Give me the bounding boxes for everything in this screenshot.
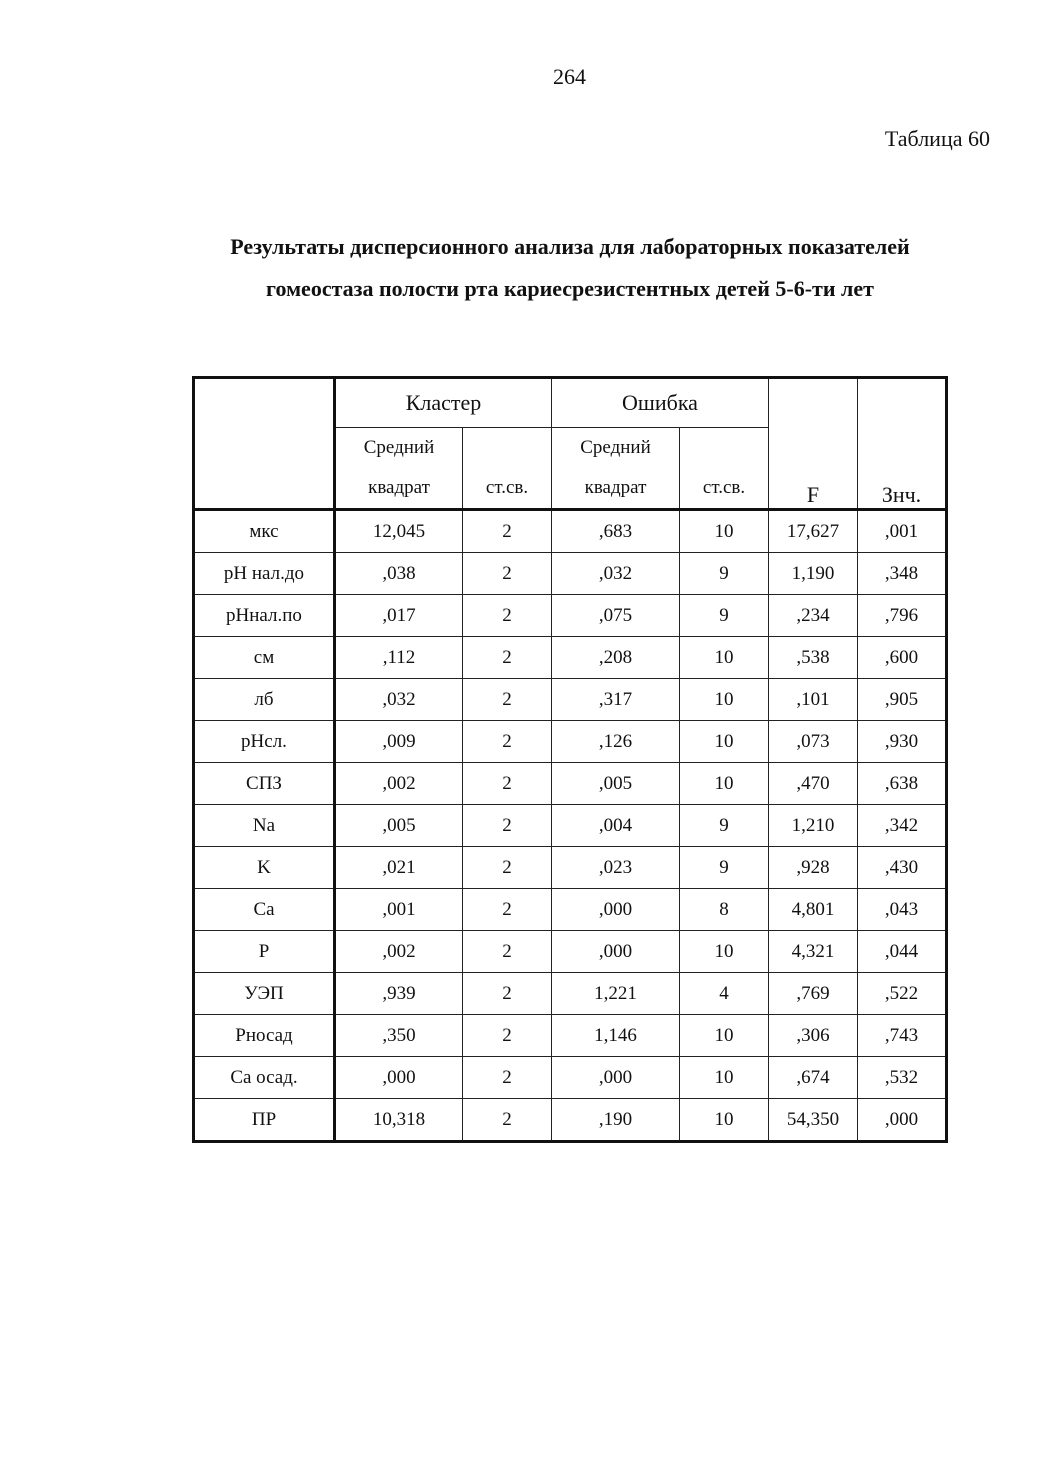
table-row [194,805,947,847]
significance-cell: ,796 [858,595,947,637]
significance-cell: ,001 [858,510,947,553]
f-value-cell: ,674 [769,1057,858,1099]
table-label: Таблица 60 [884,126,990,151]
row-label: УЭП [194,973,335,1015]
row-label: pHсл. [194,721,335,763]
significance-cell: ,342 [858,805,947,847]
header-cluster-mean-square [335,428,463,510]
cluster-mean-square-cell: ,000 [335,1057,463,1099]
f-value-cell: ,538 [769,637,858,679]
significance-cell: ,930 [858,721,947,763]
header-cluster: Кластер [335,378,552,428]
table-row [194,510,947,553]
table-row [194,637,947,679]
significance-cell: ,743 [858,1015,947,1057]
error-df-cell: 9 [680,805,769,847]
table-row [194,1057,947,1099]
f-value-cell: 1,210 [769,805,858,847]
row-label: см [194,637,335,679]
significance-cell: ,522 [858,973,947,1015]
f-value-cell: ,470 [769,763,858,805]
cluster-mean-square-cell: ,112 [335,637,463,679]
table-row [194,973,947,1015]
row-label: ПР [194,1099,335,1142]
f-value-cell: ,234 [769,595,858,637]
row-label: K [194,847,335,889]
row-label: Ca осад. [194,1057,335,1099]
error-df-cell: 9 [680,595,769,637]
row-label: лб [194,679,335,721]
error-df-cell: 10 [680,1057,769,1099]
cluster-df-cell: 2 [463,637,552,679]
error-mean-square-cell: ,000 [552,1057,680,1099]
row-label: Pносад [194,1015,335,1057]
f-value-cell: 1,190 [769,553,858,595]
significance-cell: ,000 [858,1099,947,1142]
error-mean-square-cell: ,075 [552,595,680,637]
cluster-mean-square-cell: ,350 [335,1015,463,1057]
error-df-cell: 10 [680,931,769,973]
caption-line-1: Результаты дисперсионного анализа для лабораторных показателей [230,234,910,259]
row-label: P [194,931,335,973]
error-df-cell: 8 [680,889,769,931]
error-mean-square-cell: 1,221 [552,973,680,1015]
cluster-mean-square-cell: ,032 [335,679,463,721]
cluster-df-cell: 2 [463,889,552,931]
error-df-cell: 10 [680,763,769,805]
error-df-cell: 10 [680,679,769,721]
cluster-df-cell: 2 [463,1057,552,1099]
cluster-mean-square-cell: ,038 [335,553,463,595]
header-mean-square-line2: квадрат [368,477,430,498]
anova-table [192,376,948,1143]
cluster-mean-square-cell: ,005 [335,805,463,847]
cluster-mean-square-cell: ,009 [335,721,463,763]
cluster-mean-square-cell: ,017 [335,595,463,637]
table-row [194,1015,947,1057]
f-value-cell: 4,321 [769,931,858,973]
cluster-df-cell: 2 [463,510,552,553]
cluster-mean-square-cell: ,002 [335,763,463,805]
cluster-mean-square-cell: ,021 [335,847,463,889]
error-df-cell: 4 [680,973,769,1015]
error-mean-square-cell: ,004 [552,805,680,847]
f-value-cell: 54,350 [769,1099,858,1142]
significance-cell: ,430 [858,847,947,889]
cluster-mean-square-cell: 10,318 [335,1099,463,1142]
significance-cell: ,638 [858,763,947,805]
error-mean-square-cell: ,126 [552,721,680,763]
cluster-df-cell: 2 [463,553,552,595]
cluster-df-cell: 2 [463,973,552,1015]
error-mean-square-cell: ,208 [552,637,680,679]
cluster-df-cell: 2 [463,805,552,847]
header-cluster-df: ст.св. [463,428,552,510]
cluster-df-cell: 2 [463,763,552,805]
error-df-cell: 10 [680,721,769,763]
cluster-df-cell: 2 [463,721,552,763]
f-value-cell: ,101 [769,679,858,721]
f-value-cell: ,306 [769,1015,858,1057]
error-df-cell: 9 [680,847,769,889]
f-value-cell: ,769 [769,973,858,1015]
table-body [194,510,947,1142]
cluster-df-cell: 2 [463,1015,552,1057]
error-mean-square-cell: ,000 [552,931,680,973]
f-value-cell: 4,801 [769,889,858,931]
cluster-mean-square-cell: ,939 [335,973,463,1015]
error-df-cell: 10 [680,637,769,679]
header-mean-square-line1: Средний [580,437,651,458]
table-row [194,553,947,595]
row-label: Na [194,805,335,847]
header-error-mean-square [552,428,680,510]
error-df-cell: 9 [680,553,769,595]
row-label: pHнал.по [194,595,335,637]
row-label: мкс [194,510,335,553]
significance-cell: ,600 [858,637,947,679]
error-df-cell: 10 [680,1015,769,1057]
cluster-df-cell: 2 [463,595,552,637]
f-value-cell: 17,627 [769,510,858,553]
row-label: pH нал.до [194,553,335,595]
header-mean-square-line2: квадрат [584,477,647,498]
significance-cell: ,348 [858,553,947,595]
table-row [194,931,947,973]
header-sig: Знч. [858,378,947,510]
header-mean-square-line1: Средний [363,437,435,458]
header-error: Ошибка [552,378,769,428]
significance-cell: ,044 [858,931,947,973]
error-mean-square-cell: ,023 [552,847,680,889]
error-mean-square-cell: ,032 [552,553,680,595]
error-mean-square-cell: ,005 [552,763,680,805]
row-label: Ca [194,889,335,931]
table-row [194,679,947,721]
row-label: СПЗ [194,763,335,805]
page-number: 264 [553,64,586,89]
table-row [194,1099,947,1142]
significance-cell: ,532 [858,1057,947,1099]
table-row [194,889,947,931]
error-mean-square-cell: 1,146 [552,1015,680,1057]
cluster-df-cell: 2 [463,679,552,721]
cluster-mean-square-cell: ,002 [335,931,463,973]
header-error-df: ст.св. [680,428,769,510]
header-f: F [769,378,858,510]
error-df-cell: 10 [680,510,769,553]
error-mean-square-cell: ,000 [552,889,680,931]
error-mean-square-cell: ,190 [552,1099,680,1142]
error-df-cell: 10 [680,1099,769,1142]
cluster-df-cell: 2 [463,1099,552,1142]
table-row [194,847,947,889]
f-value-cell: ,073 [769,721,858,763]
error-mean-square-cell: ,317 [552,679,680,721]
table-row [194,595,947,637]
significance-cell: ,043 [858,889,947,931]
table-row [194,721,947,763]
cluster-mean-square-cell: 12,045 [335,510,463,553]
caption-line-2: гомеостаза полости рта кариесрезистентных детей 5-6-ти лет [266,276,874,301]
error-mean-square-cell: ,683 [552,510,680,553]
cluster-df-cell: 2 [463,847,552,889]
table-row [194,763,947,805]
cluster-df-cell: 2 [463,931,552,973]
header-corner-cell [194,378,335,510]
table-caption [170,226,970,310]
cluster-mean-square-cell: ,001 [335,889,463,931]
f-value-cell: ,928 [769,847,858,889]
significance-cell: ,905 [858,679,947,721]
